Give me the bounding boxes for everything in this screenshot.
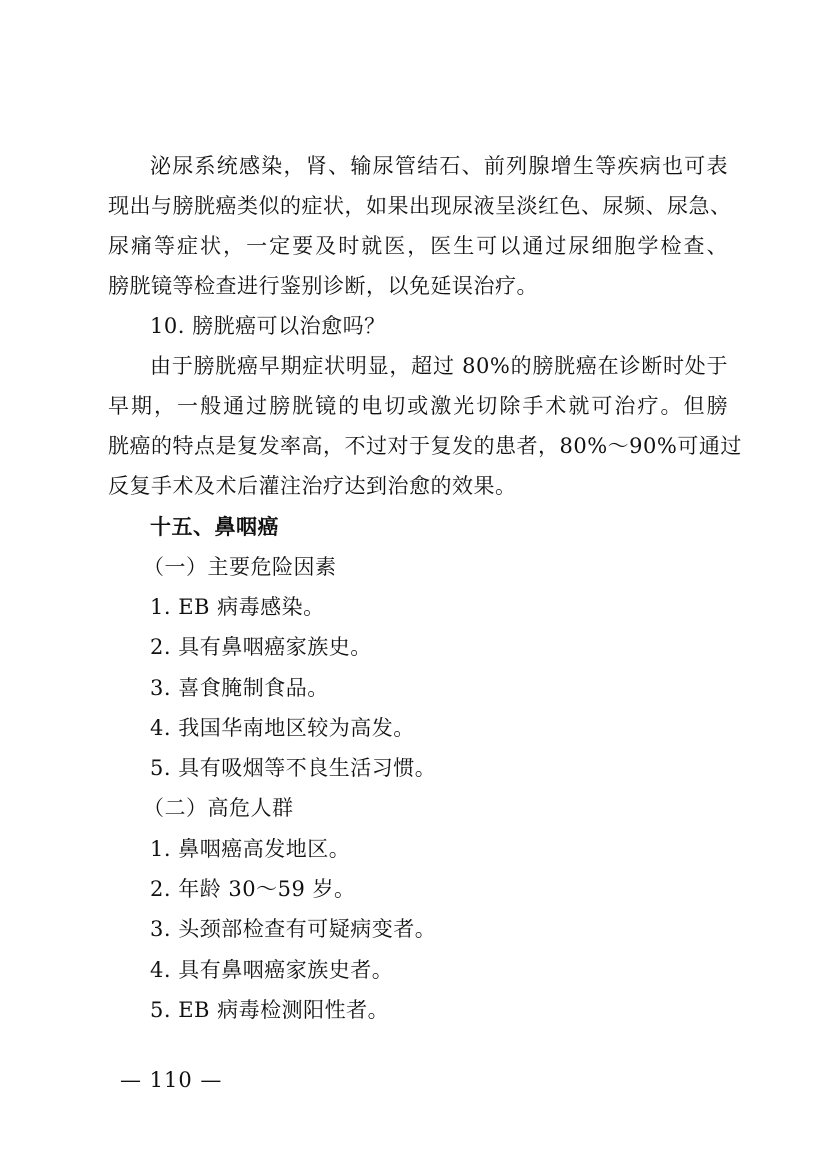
- list-item: 4. 我国华南地区较为高发。: [150, 716, 415, 740]
- list-item: 2. 具有鼻咽癌家族史。: [150, 635, 372, 659]
- paragraph-line: 膀胱镜等检查进行鉴别诊断，以免延误治疗。: [108, 274, 538, 298]
- list-item: 1. 鼻咽癌高发地区。: [150, 837, 351, 861]
- paragraph-line: 反复手术及术后灌注治疗达到治愈的效果。: [108, 474, 517, 498]
- paragraph-line: 尿痛等症状，一定要及时就医，医生可以通过尿细胞学检查、: [108, 234, 728, 258]
- subsection-heading: （一）主要危险因素: [143, 555, 337, 579]
- list-item: 3. 头颈部检查有可疑病变者。: [150, 917, 437, 941]
- subsection-heading: （二）高危人群: [143, 796, 294, 820]
- page-number: — 110 —: [120, 1068, 223, 1092]
- list-item: 3. 喜食腌制食品。: [150, 676, 329, 700]
- paragraph-line: 胱癌的特点是复发率高，不过对于复发的患者，80%～90%可通过: [108, 434, 742, 458]
- list-item: 4. 具有鼻咽癌家族史者。: [150, 958, 394, 982]
- paragraph-line: 现出与膀胱癌类似的症状，如果出现尿液呈淡红色、尿频、尿急、: [108, 194, 732, 218]
- list-item: 1. EB 病毒感染。: [150, 595, 325, 619]
- list-item: 5. EB 病毒检测阳性者。: [150, 998, 390, 1022]
- question-heading: 10. 膀胱癌可以治愈吗？: [150, 314, 386, 338]
- paragraph-line: 由于膀胱癌早期症状明显，超过 80%的膀胱癌在诊断时处于: [150, 354, 728, 378]
- paragraph-line: 泌尿系统感染，肾、输尿管结石、前列腺增生等疾病也可表: [150, 154, 728, 178]
- list-item: 5. 具有吸烟等不良生活习惯。: [150, 756, 437, 780]
- section-title: 十五、鼻咽癌: [150, 514, 279, 539]
- list-item: 2. 年龄 30～59 岁。: [150, 877, 356, 901]
- paragraph-line: 早期，一般通过膀胱镜的电切或激光切除手术就可治疗。但膀: [108, 394, 728, 418]
